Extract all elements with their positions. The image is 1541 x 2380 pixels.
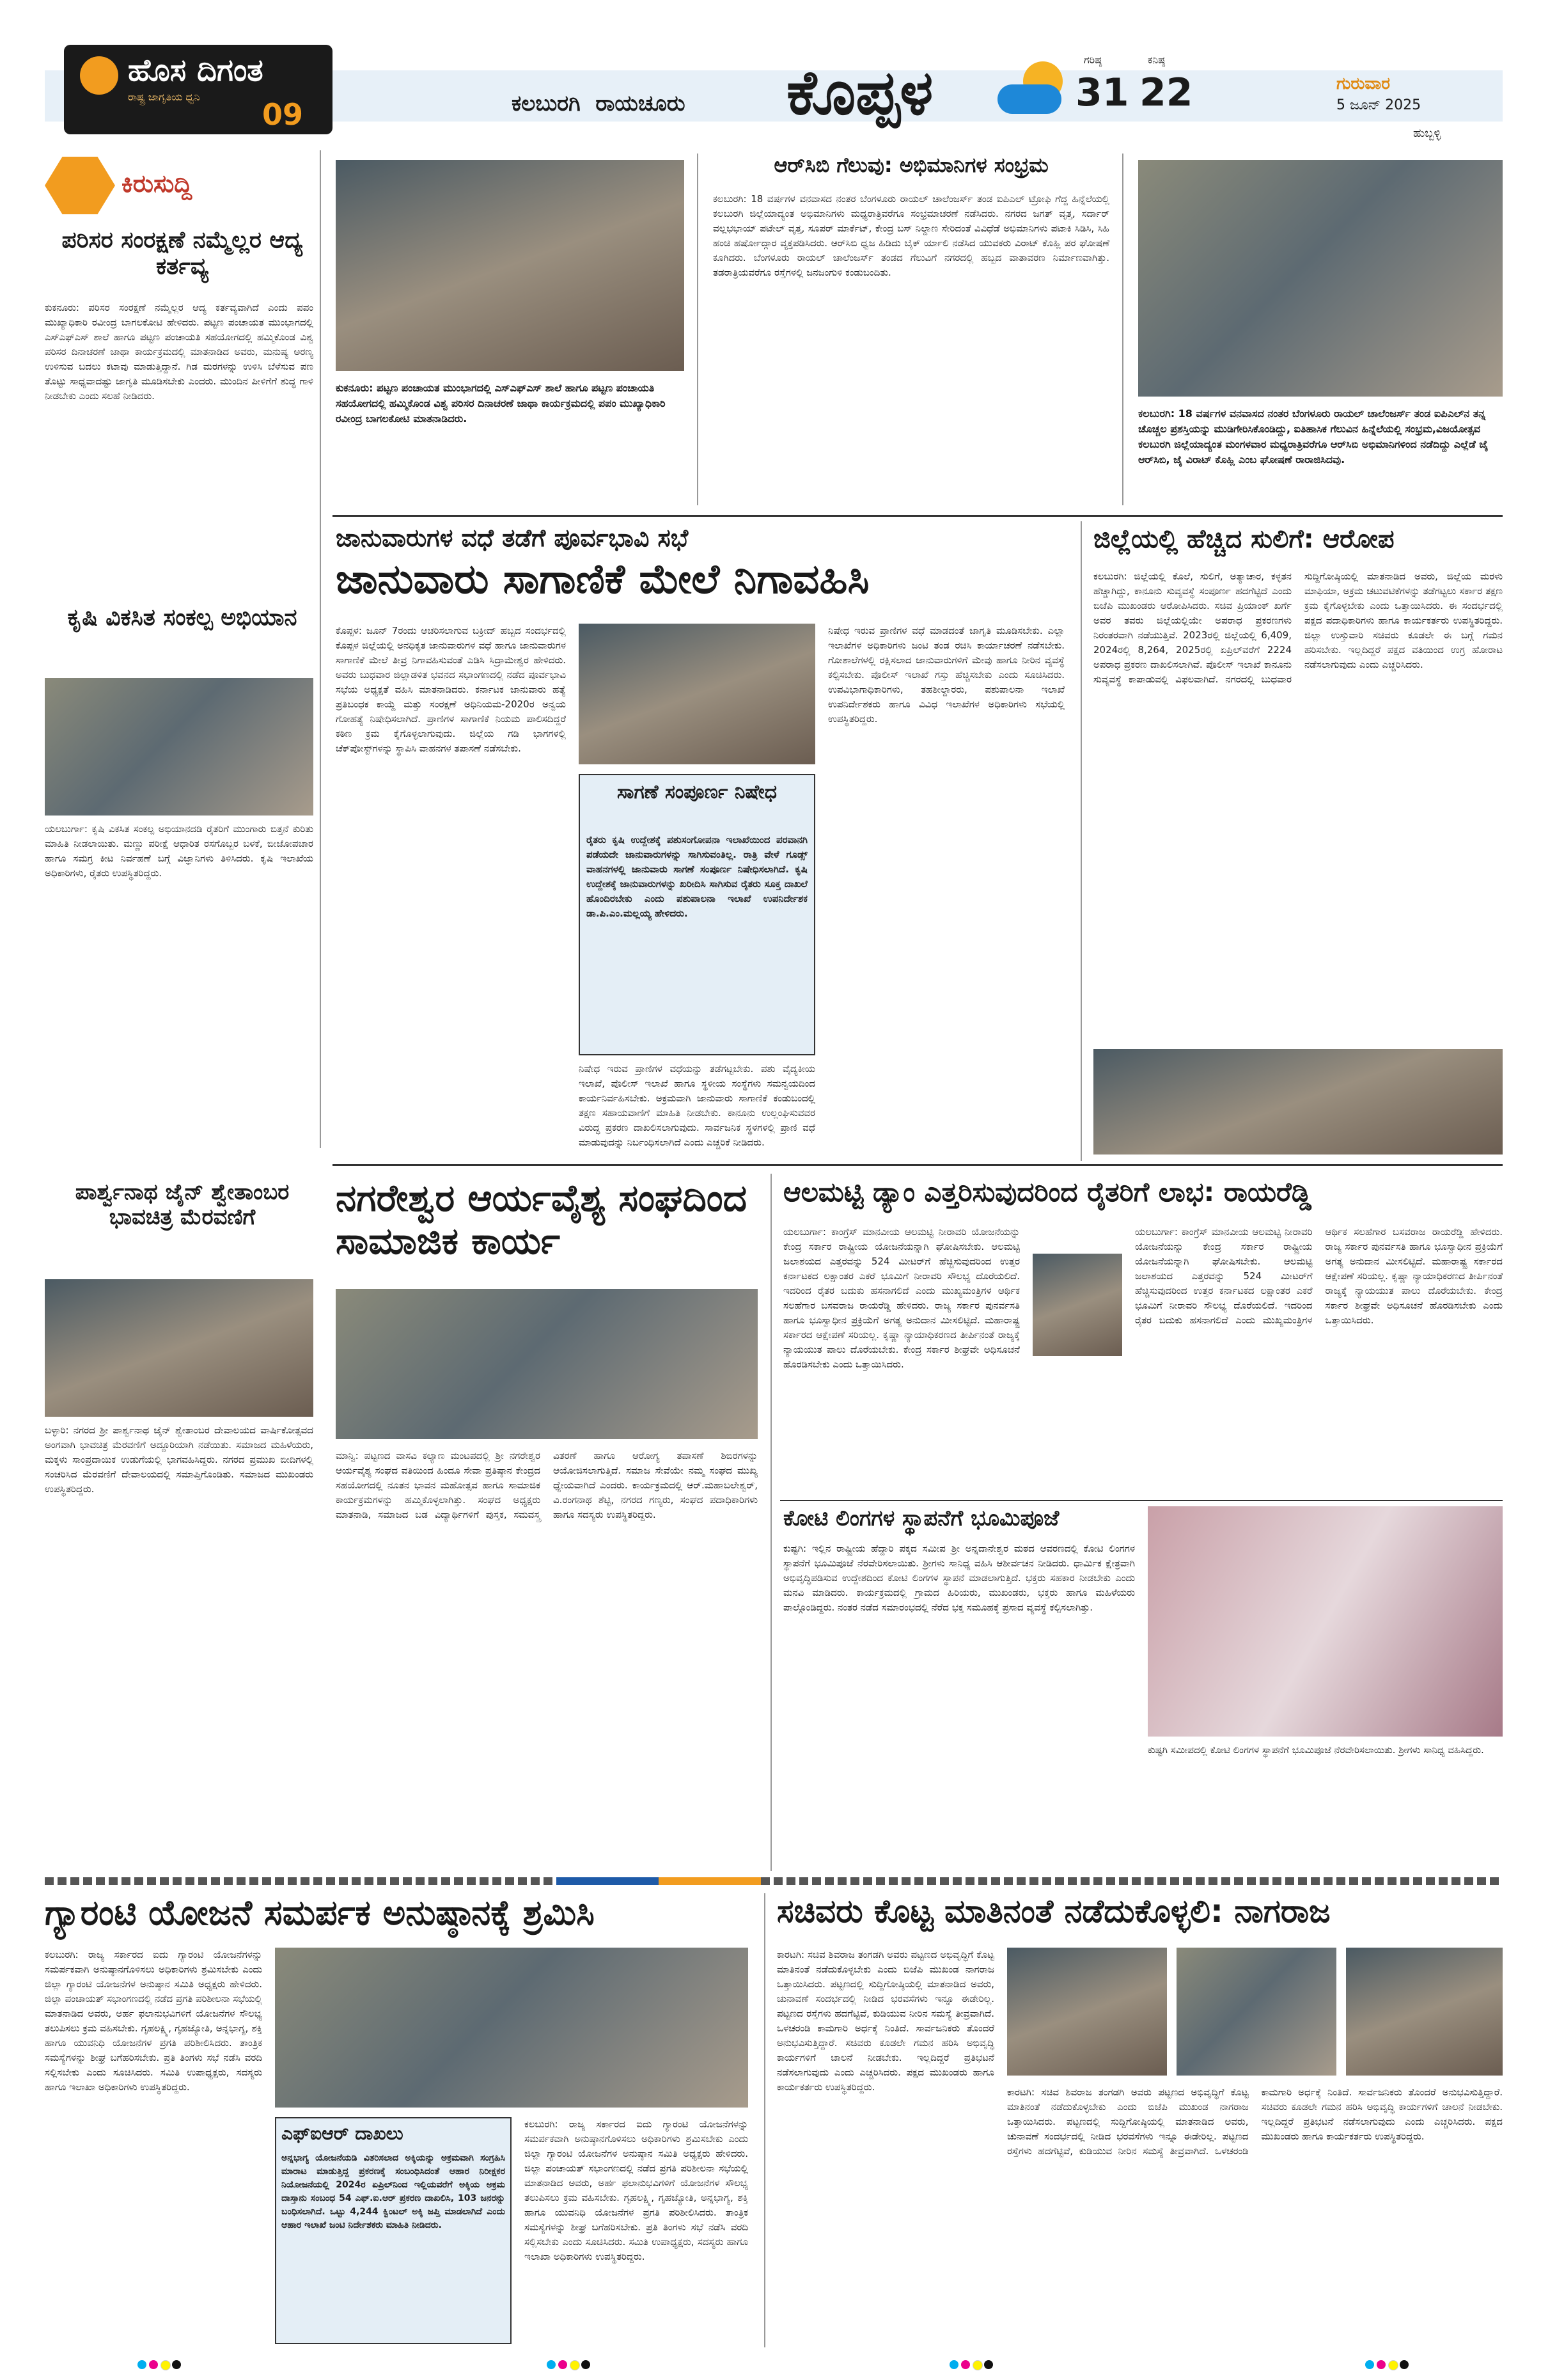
brief-2-title: ಕೃಷಿ ವಿಕಸಿತ ಸಂಕಲ್ಪ ಅಭಿಯಾನ <box>67 604 297 631</box>
cattle-kicker: ಜಾನುವಾರುಗಳ ವಧೆ ತಡೆಗೆ ಪೂರ್ವಭಾವಿ ಸಭೆ <box>336 524 689 552</box>
cattle-headline: ಜಾನುವಾರು ಸಾಗಾಣಿಕೆ ಮೇಲೆ ನಿಗಾವಹಿಸಿ <box>336 556 870 603</box>
almatti-portrait <box>1033 1254 1122 1356</box>
almatti-body-1: ಯಲಬುರ್ಗಾ: ಕಾಂಗ್ರೆಸ್ ಮಾನವೀಯ ಆಲಮಟ್ಟಿ ನೀರಾವರಿ ಯೋಜನೆಯನ್ನು ಕೇಂದ್ರ ಸರ್ಕಾರ ರಾಷ್ಟ್ರೀಯ ಯೋಜನೆಯನ್ನಾಗಿ ಘೋಷಿಸಬೇಕು. ಆಲಮಟ್ಟಿ ಜಲಾಶಯದ ಎತ್ತರವನ್ನು 524 ಮೀಟರ್‌ಗೆ ಹೆಚ್ಚಿಸುವುದರಿಂದ ಉತ್ತರ ಕರ್ನಾಟಕದ ಲಕ್ಷಾಂತರ ಎಕರೆ ಭೂಮಿಗೆ ನೀರಾವರಿ ಸೌಲಭ್ಯ ದೊರೆಯಲಿದೆ. ಇದರಿಂದ ರೈತರ ಬದುಕು ಹಸನಾಗಲಿದೆ ಎಂದು ಮುಖ್ಯಮಂತ್ರಿಗಳ ಆರ್ಥಿಕ ಸಲಹೆಗಾರ ಬಸವರಾಜ ರಾಯರೆಡ್ಡಿ ಹೇಳಿದರು. ರಾಜ್ಯ ಸರ್ಕಾರ ಪುನರ್ವಸತಿ ಹಾಗೂ ಭೂಸ್ವಾಧೀನ ಪ್ರಕ್ರಿಯೆಗೆ ಅಗತ್ಯ ಅನುದಾನ ಮೀಸಲಿಟ್ಟಿದೆ. ಮಹಾರಾಷ್ಟ್ರ ಸರ್ಕಾರದ ಆಕ್ಷೇಪಣೆ ಸರಿಯಲ್ಲ. ಕೃಷ್ಣಾ ನ್ಯಾಯಾಧಿಕರಣದ ತೀರ್ಪಿನಂತೆ ರಾಜ್ಯಕ್ಕೆ ನ್ಯಾಯಯುತ ಪಾಲು ದೊರೆಯಬೇಕು. ಕೇಂದ್ರ ಸರ್ಕಾರ ಶೀಘ್ರವೇ ಅಧಿಸೂಚನೆ ಹೊರಡಿಸಬೇಕು ಎಂದು ಒತ್ತಾಯಿಸಿದರು. <box>783 1226 1020 1370</box>
min-temp: 22 <box>1139 70 1193 115</box>
nagaraja-photo-3 <box>1346 1948 1503 2076</box>
paper-name: ಹೊಸ ದಿಗಂತ <box>128 52 263 88</box>
top-photo <box>336 160 684 371</box>
almatti-headline: ಆಲಮಟ್ಟಿ ಡ್ಯಾಂ ಎತ್ತರಿಸುವುದರಿಂದ ರೈತರಿಗೆ ಲಾಭ: ರಾಯರೆಡ್ಡಿ <box>783 1177 1312 1208</box>
cattle-body-3: ನಿಷೇಧ ಇರುವ ಪ್ರಾಣಿಗಳ ವಧೆ ಮಾಡದಂತೆ ಜಾಗೃತಿ ಮೂಡಿಸಬೇಕು. ಎಲ್ಲಾ ಇಲಾಖೆಗಳ ಅಧಿಕಾರಿಗಳು ಜಂಟಿ ತಂಡ ರಚಿಸಿ ಕಾರ್ಯಾಚರಣೆ ನಡೆಸಬೇಕು. ಗೋಶಾಲೆಗಳಲ್ಲಿ ರಕ್ಷಿಸಲಾದ ಜಾನುವಾರುಗಳಿಗೆ ಮೇವು ಹಾಗೂ ನೀರಿನ ವ್ಯವಸ್ಥೆ ಕಲ್ಪಿಸಬೇಕು. ಪೊಲೀಸ್ ಇಲಾಖೆ ಗಸ್ತು ಹೆಚ್ಚಿಸಬೇಕು ಎಂದು ಸೂಚಿಸಿದರು. ಉಪವಿಭಾಗಾಧಿಕಾರಿಗಳು, ತಹಶೀಲ್ದಾರರು, ಪಶುಪಾಲನಾ ಇಲಾಖೆ ಉಪನಿರ್ದೇಶಕರು ಹಾಗೂ ವಿವಿಧ ಇಲಾಖೆಗಳ ಅಧಿಕಾರಿಗಳು ಸಭೆಯಲ್ಲಿ ಉಪಸ್ಥಿತರಿದ್ದರು. <box>828 625 1065 725</box>
nagaraja-body-1: ಕಾರಟಗಿ: ಸಚಿವ ಶಿವರಾಜ ತಂಗಡಗಿ ಅವರು ಪಟ್ಟಣದ ಅಭಿವೃದ್ಧಿಗೆ ಕೊಟ್ಟ ಮಾತಿನಂತೆ ನಡೆದುಕೊಳ್ಳಬೇಕು ಎಂದು ಬಿಜೆಪಿ ಮುಖಂಡ ನಾಗರಾಜ ಒತ್ತಾಯಿಸಿದರು. ಪಟ್ಟಣದಲ್ಲಿ ಸುದ್ದಿಗೋಷ್ಠಿಯಲ್ಲಿ ಮಾತನಾಡಿದ ಅವರು, ಚುನಾವಣೆ ಸಂದರ್ಭದಲ್ಲಿ ನೀಡಿದ ಭರವಸೆಗಳು ಇನ್ನೂ ಈಡೇರಿಲ್ಲ. ಪಟ್ಟಣದ ರಸ್ತೆಗಳು ಹದಗೆಟ್ಟಿವೆ, ಕುಡಿಯುವ ನೀರಿನ ಸಮಸ್ಯೆ ತೀವ್ರವಾಗಿದೆ. ಒಳಚರಂಡಿ ಕಾಮಗಾರಿ ಅರ್ಧಕ್ಕೆ ನಿಂತಿದೆ. ಸಾರ್ವಜನಿಕರು ತೊಂದರೆ ಅನುಭವಿಸುತ್ತಿದ್ದಾರೆ. ಸಚಿವರು ಕೂಡಲೇ ಗಮನ ಹರಿಸಿ ಅಭಿವೃದ್ಧಿ ಕಾರ್ಯಗಳಿಗೆ ಚಾಲನೆ ನೀಡಬೇಕು. ಇಲ್ಲದಿದ್ದರೆ ಪ್ರತಿಭಟನೆ ನಡೆಸಲಾಗುವುದು ಎಂದು ಎಚ್ಚರಿಸಿದರು. ಪಕ್ಷದ ಮುಖಂಡರು ಹಾಗೂ ಕಾರ್ಯಕರ್ತರು ಉಪಸ್ಥಿತರಿದ್ದರು. <box>777 1949 994 2093</box>
nagaraja-photo-2 <box>1177 1948 1336 2076</box>
column-divider <box>320 150 321 1148</box>
hand-icon <box>45 157 115 214</box>
brief-3-title: ಪಾರ್ಶ್ವನಾಥ ಜೈನ್ ಶ್ವೇತಾಂಬರ ಭಾವಚಿತ್ರ ಮೆರವಣಿಗೆ <box>75 1180 290 1231</box>
cattle-box-body: ರೈತರು ಕೃಷಿ ಉದ್ದೇಶಕ್ಕೆ ಪಶುಸಂಗೋಪನಾ ಇಲಾಖೆಯಿಂದ ಪರವಾನಗಿ ಪಡೆಯದೇ ಜಾನುವಾರುಗಳನ್ನು ಸಾಗಿಸುವಂತಿಲ್ಲ. ರಾತ್ರಿ ವೇಳೆ ಗೂಡ್ಸ್ ವಾಹನಗಳಲ್ಲಿ ಜಾನುವಾರು ಸಾಗಣೆ ಸಂಪೂರ್ಣ ನಿಷೇಧಿಸಲಾಗಿದೆ. ಕೃಷಿ ಉದ್ದೇಶಕ್ಕೆ ಜಾನುವಾರುಗಳನ್ನು ಖರೀದಿಸಿ ಸಾಗಿಸುವ ರೈತರು ಸೂಕ್ತ ದಾಖಲೆ ಹೊಂದಿರಬೇಕು ಎಂದು ಪಶುಪಾಲನಾ ಇಲಾಖೆ ಉಪನಿರ್ದೇಶಕ ಡಾ.ಪಿ.ಎಂ.ಮಲ್ಲಯ್ಯ ಹೇಳಿದರು. <box>586 834 808 919</box>
kirusuddi-label: ಕಿರುಸುದ್ದಿ <box>121 169 192 198</box>
arya-headline: ನಗರೇಶ್ವರ ಆರ್ಯವೈಶ್ಯ ಸಂಘದಿಂದ ಸಾಮಾಜಿಕ ಕಾರ್ಯ <box>336 1177 747 1263</box>
print-city: ಹುಬ್ಬಳ್ಳಿ <box>1413 127 1441 140</box>
guarantee-body-2: ಕಲಬುರಗಿ: ರಾಜ್ಯ ಸರ್ಕಾರದ ಐದು ಗ್ಯಾರಂಟಿ ಯೋಜನೆಗಳನ್ನು ಸಮರ್ಪಕವಾಗಿ ಅನುಷ್ಠಾನಗೊಳಿಸಲು ಅಧಿಕಾರಿಗಳು ಶ್ರಮಿಸಬೇಕು ಎಂದು ಜಿಲ್ಲಾ ಗ್ಯಾರಂಟಿ ಯೋಜನೆಗಳ ಅನುಷ್ಠಾನ ಸಮಿತಿ ಅಧ್ಯಕ್ಷರು ಹೇಳಿದರು. ಜಿಲ್ಲಾ ಪಂಚಾಯತ್ ಸಭಾಂಗಣದಲ್ಲಿ ನಡೆದ ಪ್ರಗತಿ ಪರಿಶೀಲನಾ ಸಭೆಯಲ್ಲಿ ಮಾತನಾಡಿದ ಅವರು, ಅರ್ಹ ಫಲಾನುಭವಿಗಳಿಗೆ ಯೋಜನೆಗಳ ಸೌಲಭ್ಯ ತಲುಪಿಸಲು ಕ್ರಮ ವಹಿಸಬೇಕು. ಗೃಹಲಕ್ಷ್ಮಿ, ಗೃಹಜ್ಯೋತಿ, ಅನ್ನಭಾಗ್ಯ, ಶಕ್ತಿ ಹಾಗೂ ಯುವನಿಧಿ ಯೋಜನೆಗಳ ಪ್ರಗತಿ ಪರಿಶೀಲಿಸಿದರು. ತಾಂತ್ರಿಕ ಸಮಸ್ಯೆಗಳನ್ನು ಶೀಘ್ರ ಬಗೆಹರಿಸಬೇಕು. ಪ್ರತಿ ತಿಂಗಳು ಸಭೆ ನಡೆಸಿ ವರದಿ ಸಲ್ಲಿಸಬೇಕು ಎಂದು ಸೂಚಿಸಿದರು. ಸಮಿತಿ ಉಪಾಧ್ಯಕ್ಷರು, ಸದಸ್ಯರು ಹಾಗೂ ಇಲಾಖಾ ಅಧಿಕಾರಿಗಳು ಉಪಸ್ಥಿತರಿದ್ದರು. <box>524 2118 748 2262</box>
cattle-box-title: ಸಾಗಣೆ ಸಂಪೂರ್ಣ ನಿಷೇಧ <box>616 782 778 803</box>
fir-box-body: ಅನ್ನಭಾಗ್ಯ ಯೋಜನೆಯಡಿ ವಿತರಿಸಲಾದ ಅಕ್ಕಿಯನ್ನು ಅಕ್ರಮವಾಗಿ ಸಂಗ್ರಹಿಸಿ ಮಾರಾಟ ಮಾಡುತ್ತಿದ್ದ ಪ್ರಕರಣಕ್ಕೆ ಸಂಬಂಧಿಸಿದಂತೆ ಆಹಾರ ನಿರೀಕ್ಷಕರ ನಿಯೋಜನೆಯಲ್ಲಿ 2024ರ ಏಪ್ರಿಲ್‌ನಿಂದ ಇಲ್ಲಿಯವರೆಗೆ ಅಕ್ಕಿಯ ಅಕ್ರಮ ದಾಸ್ತಾನು ಸಂಬಂಧ 54 ಎಫ್.ಐ.ಆರ್ ಪ್ರಕರಣ ದಾಖಲಿಸಿ, 103 ಜನರನ್ನು ಬಂಧಿಸಲಾಗಿದೆ. ಒಟ್ಟು 4,244 ಕ್ವಿಂಟಲ್ ಅಕ್ಕಿ ಜಪ್ತಿ ಮಾಡಲಾಗಿದೆ ಎಂದು ಆಹಾರ ಇಲಾಖೆ ಜಂಟಿ ನಿರ್ದೇಶಕರು ಮಾಹಿತಿ ನೀಡಿದರು. <box>281 2153 505 2230</box>
nagaraja-headline: ಸಚಿವರು ಕೊಟ್ಟ ಮಾತಿನಂತೆ ನಡೆದುಕೊಳ್ಳಲಿ: ನಾಗರಾಜ <box>777 1893 1331 1930</box>
fir-box-title: ಎಫ್‌ಐಆರ್ ದಾಖಲು <box>281 2124 403 2144</box>
sulige-photo <box>1093 1049 1503 1155</box>
guarantee-headline: ಗ್ಯಾರಂಟಿ ಯೋಜನೆ ಸಮರ್ಪಕ ಅನುಷ್ಠಾನಕ್ಕೆ ಶ್ರಮಿಸಿ <box>45 1893 595 1933</box>
linga-photo-caption: ಕುಷ್ಟಗಿ ಸಮೀಪದಲ್ಲಿ ಕೋಟಿ ಲಿಂಗಗಳ ಸ್ಥಾಪನೆಗೆ ಭೂಮಿಪೂಜೆ ನೆರವೇರಿಸಲಾಯಿತು. ಶ್ರೀಗಳು ಸಾನಿಧ್ಯ ವಹಿಸಿದ್ದರು. <box>1148 1744 1484 1756</box>
rcb-body: ಕಲಬುರಗಿ: 18 ವರ್ಷಗಳ ವನವಾಸದ ನಂತರ ಬೆಂಗಳೂರು ರಾಯಲ್ ಚಾಲೆಂಜರ್ಸ್ ತಂಡ ಐಪಿಎಲ್ ಟ್ರೋಫಿ ಗೆದ್ದ ಹಿನ್ನೆಲೆಯಲ್ಲಿ ಕಲಬುರಗಿ ಜಿಲ್ಲೆಯಾದ್ಯಂತ ಅಭಿಮಾನಿಗಳು ಮಧ್ಯರಾತ್ರಿವರೆಗೂ ಸಂಭ್ರಮಾಚರಣೆ ನಡೆಸಿದರು. ನಗರದ ಜಗತ್ ವೃತ್ತ, ಸರ್ದಾರ್ ವಲ್ಲಭಭಾಯ್ ಪಟೇಲ್ ವೃತ್ತ, ಸೂಪರ್ ಮಾರ್ಕೆಟ್, ಕೇಂದ್ರ ಬಸ್ ನಿಲ್ದಾಣ ಸೇರಿದಂತೆ ವಿವಿಧೆಡೆ ಅಭಿಮಾನಿಗಳು ಪಟಾಕಿ ಸಿಡಿಸಿ, ಸಿಹಿ ಹಂಚಿ ಹರ್ಷೋದ್ಗಾರ ವ್ಯಕ್ತಪಡಿಸಿದರು. ಆರ್‌ಸಿಬಿ ಧ್ವಜ ಹಿಡಿದು ಬೈಕ್ ರ್ಯಾಲಿ ನಡೆಸಿದ ಯುವಕರು ವಿರಾಟ್ ಕೊಹ್ಲಿ ಪರ ಘೋಷಣೆ ಕೂಗಿದರು. ಬೆಂಗಳೂರು ರಾಯಲ್ ಚಾಲೆಂಜರ್ಸ್ ತಂಡದ ಗೆಲುವಿಗೆ ನಗರದಲ್ಲಿ ಹಬ್ಬದ ವಾತಾವರಣ ನಿರ್ಮಾಣವಾಗಿತ್ತು. ತಡರಾತ್ರಿಯವರೆಗೂ ರಸ್ತೆಗಳಲ್ಲಿ ಜನಜಂಗುಳಿ ಕಂಡುಬಂದಿತು. <box>713 193 1109 278</box>
edition-name: ಕೊಪ್ಪಳ <box>786 57 934 129</box>
sulige-body: ಕಲಬುರಗಿ: ಜಿಲ್ಲೆಯಲ್ಲಿ ಕೊಲೆ, ಸುಲಿಗೆ, ಅತ್ಯಾಚಾರ, ಕಳ್ಳತನ ಹೆಚ್ಚಾಗಿದ್ದು, ಕಾನೂನು ಸುವ್ಯವಸ್ಥೆ ಸಂಪೂರ್ಣ ಹದಗೆಟ್ಟಿದೆ ಎಂದು ಬಿಜೆಪಿ ಮುಖಂಡರು ಆರೋಪಿಸಿದರು. ಸಚಿವ ಪ್ರಿಯಾಂಕ್ ಖರ್ಗೆ ಅವರ ತವರು ಜಿಲ್ಲೆಯಲ್ಲಿಯೇ ಅಪರಾಧ ಪ್ರಕರಣಗಳು ನಿರಂತರವಾಗಿ ನಡೆಯುತ್ತಿವೆ. 2023ರಲ್ಲಿ ಜಿಲ್ಲೆಯಲ್ಲಿ 6,409, 2024ರಲ್ಲಿ 8,264, 2025ರಲ್ಲಿ ಏಪ್ರಿಲ್‌ವರೆಗೆ 2224 ಅಪರಾಧ ಪ್ರಕರಣ ದಾಖಲಿಸಲಾಗಿವೆ. ಪೊಲೀಸ್ ಇಲಾಖೆ ಕಾನೂನು ಸುವ್ಯವಸ್ಥೆ ಕಾಪಾಡುವಲ್ಲಿ ವಿಫಲವಾಗಿದೆ. ನಗರದಲ್ಲಿ ಬುಧವಾರ ಸುದ್ದಿಗೋಷ್ಠಿಯಲ್ಲಿ ಮಾತನಾಡಿದ ಅವರು, ಜಿಲ್ಲೆಯ ಮರಳು ಮಾಫಿಯಾ, ಅಕ್ರಮ ಚಟುವಟಿಕೆಗಳನ್ನು ತಡೆಗಟ್ಟಲು ಸರ್ಕಾರ ತಕ್ಷಣ ಕ್ರಮ ಕೈಗೊಳ್ಳಬೇಕು ಎಂದು ಒತ್ತಾಯಿಸಿದರು. ಈ ಸಂದರ್ಭದಲ್ಲಿ ಪಕ್ಷದ ಪದಾಧಿಕಾರಿಗಳು ಹಾಗೂ ಕಾರ್ಯಕರ್ತರು ಉಪಸ್ಥಿತರಿದ್ದರು. ಜಿಲ್ಲಾ ಉಸ್ತುವಾರಿ ಸಚಿವರು ಕೂಡಲೇ ಈ ಬಗ್ಗೆ ಗಮನ ಹರಿಸಬೇಕು. ಇಲ್ಲದಿದ್ದರೆ ಪಕ್ಷದ ವತಿಯಿಂದ ಉಗ್ರ ಹೋರಾಟ ನಡೆಸಲಾಗುವುದು ಎಂದು ಎಚ್ಚರಿಸಿದರು. <box>1093 571 1503 685</box>
section-rule <box>332 1164 1503 1166</box>
rcb-photo-caption: ಕಲಬುರಗಿ: 18 ವರ್ಷಗಳ ವನವಾಸದ ನಂತರ ಬೆಂಗಳೂರು ರಾಯಲ್ ಚಾಲೆಂಜರ್ಸ್ ತಂಡ ಐಪಿಎಲ್‌ನ ತನ್ನ ಚೊಚ್ಚಲ ಪ್ರಶಸ್ತಿಯನ್ನು ಮುಡಿಗೇರಿಸಿಕೊಂಡಿದ್ದು, ಐತಿಹಾಸಿಕ ಗೆಲುವಿನ ಹಿನ್ನೆಲೆಯಲ್ಲಿ ಸಂಭ್ರಮ,ವಿಜಯೋತ್ಸವ ಕಲಬುರಗಿ ಜಿಲ್ಲೆಯಾದ್ಯಂತ ಮಂಗಳವಾರ ಮಧ್ಯರಾತ್ರಿವರೆಗೂ ಆರ್‌ಸಿಬಿ ಅಭಿಮಾನಿಗಳಿಂದ ನಡೆದಿದ್ದು ಎಲ್ಲೆಡೆ ಜೈ ಆರ್‌ಸಿಬಿ, ಜೈ ವಿರಾಟ್ ಕೊಹ್ಲಿ ಎಂಬ ಘೋಷಣೆ ರಾರಾಜಿಸಿದವು. <box>1138 407 1489 466</box>
linga-headline: ಕೋಟಿ ಲಿಂಗಗಳ ಸ್ಥಾಪನೆಗೆ ಭೂಮಿಪೂಜೆ <box>783 1506 1060 1531</box>
brief-1-title: ಪರಿಸರ ಸಂರಕ್ಷಣೆ ನಮ್ಮೆಲ್ಲರ ಆದ್ಯ ಕರ್ತವ್ಯ <box>61 227 303 280</box>
nagaraja-body-2: ಕಾರಟಗಿ: ಸಚಿವ ಶಿವರಾಜ ತಂಗಡಗಿ ಅವರು ಪಟ್ಟಣದ ಅಭಿವೃದ್ಧಿಗೆ ಕೊಟ್ಟ ಮಾತಿನಂತೆ ನಡೆದುಕೊಳ್ಳಬೇಕು ಎಂದು ಬಿಜೆಪಿ ಮುಖಂಡ ನಾಗರಾಜ ಒತ್ತಾಯಿಸಿದರು. ಪಟ್ಟಣದಲ್ಲಿ ಸುದ್ದಿಗೋಷ್ಠಿಯಲ್ಲಿ ಮಾತನಾಡಿದ ಅವರು, ಚುನಾವಣೆ ಸಂದರ್ಭದಲ್ಲಿ ನೀಡಿದ ಭರವಸೆಗಳು ಇನ್ನೂ ಈಡೇರಿಲ್ಲ. ಪಟ್ಟಣದ ರಸ್ತೆಗಳು ಹದಗೆಟ್ಟಿವೆ, ಕುಡಿಯುವ ನೀರಿನ ಸಮಸ್ಯೆ ತೀವ್ರವಾಗಿದೆ. ಒಳಚರಂಡಿ ಕಾಮಗಾರಿ ಅರ್ಧಕ್ಕೆ ನಿಂತಿದೆ. ಸಾರ್ವಜನಿಕರು ತೊಂದರೆ ಅನುಭವಿಸುತ್ತಿದ್ದಾರೆ. ಸಚಿವರು ಕೂಡಲೇ ಗಮನ ಹರಿಸಿ ಅಭಿವೃದ್ಧಿ ಕಾರ್ಯಗಳಿಗೆ ಚಾಲನೆ ನೀಡಬೇಕು. ಇಲ್ಲದಿದ್ದರೆ ಪ್ರತಿಭಟನೆ ನಡೆಸಲಾಗುವುದು ಎಂದು ಎಚ್ಚರಿಸಿದರು. ಪಕ್ಷದ ಮುಖಂಡರು ಹಾಗೂ ಕಾರ್ಯಕರ್ತರು ಉಪಸ್ಥಿತರಿದ್ದರು. <box>1007 2086 1503 2157</box>
guarantee-photo <box>275 1948 748 2108</box>
brief-2-body: ಯಲಬುರ್ಗಾ: ಕೃಷಿ ವಿಕಸಿತ ಸಂಕಲ್ಪ ಅಭಿಯಾನದಡಿ ರೈತರಿಗೆ ಮುಂಗಾರು ಬಿತ್ತನೆ ಕುರಿತು ಮಾಹಿತಿ ನೀಡಲಾಯಿತು. ಮಣ್ಣು ಪರೀಕ್ಷೆ ಆಧಾರಿತ ರಸಗೊಬ್ಬರ ಬಳಕೆ, ಬೀಜೋಪಚಾರ ಹಾಗೂ ಸಮಗ್ರ ಕೀಟ ನಿರ್ವಹಣೆ ಬಗ್ಗೆ ವಿಜ್ಞಾನಿಗಳು ತಿಳಿಸಿದರು. ಕೃಷಿ ಇಲಾಖೆಯ ಅಧಿಕಾರಿಗಳು, ರೈತರು ಉಪಸ್ಥಿತರಿದ್ದರು. <box>45 823 313 879</box>
fir-box <box>275 2117 512 2344</box>
issue-date: 5 ಜೂನ್ 2025 <box>1336 97 1421 113</box>
guarantee-body: ಕಲಬುರಗಿ: ರಾಜ್ಯ ಸರ್ಕಾರದ ಐದು ಗ್ಯಾರಂಟಿ ಯೋಜನೆಗಳನ್ನು ಸಮರ್ಪಕವಾಗಿ ಅನುಷ್ಠಾನಗೊಳಿಸಲು ಅಧಿಕಾರಿಗಳು ಶ್ರಮಿಸಬೇಕು ಎಂದು ಜಿಲ್ಲಾ ಗ್ಯಾರಂಟಿ ಯೋಜನೆಗಳ ಅನುಷ್ಠಾನ ಸಮಿತಿ ಅಧ್ಯಕ್ಷರು ಹೇಳಿದರು. ಜಿಲ್ಲಾ ಪಂಚಾಯತ್ ಸಭಾಂಗಣದಲ್ಲಿ ನಡೆದ ಪ್ರಗತಿ ಪರಿಶೀಲನಾ ಸಭೆಯಲ್ಲಿ ಮಾತನಾಡಿದ ಅವರು, ಅರ್ಹ ಫಲಾನುಭವಿಗಳಿಗೆ ಯೋಜನೆಗಳ ಸೌಲಭ್ಯ ತಲುಪಿಸಲು ಕ್ರಮ ವಹಿಸಬೇಕು. ಗೃಹಲಕ್ಷ್ಮಿ, ಗೃಹಜ್ಯೋತಿ, ಅನ್ನಭಾಗ್ಯ, ಶಕ್ತಿ ಹಾಗೂ ಯುವನಿಧಿ ಯೋಜನೆಗಳ ಪ್ರಗತಿ ಪರಿಶೀಲಿಸಿದರು. ತಾಂತ್ರಿಕ ಸಮಸ್ಯೆಗಳನ್ನು ಶೀಘ್ರ ಬಗೆಹರಿಸಬೇಕು. ಪ್ರತಿ ತಿಂಗಳು ಸಭೆ ನಡೆಸಿ ವರದಿ ಸಲ್ಲಿಸಬೇಕು ಎಂದು ಸೂಚಿಸಿದರು. ಸಮಿತಿ ಉಪಾಧ್ಯಕ್ಷರು, ಸದಸ್ಯರು ಹಾಗೂ ಇಲಾಖಾ ಅಧಿಕಾರಿಗಳು ಉಪಸ್ಥಿತರಿದ್ದರು. <box>45 1949 262 2093</box>
top-photo-caption: ಕುಕನೂರು: ಪಟ್ಟಣ ಪಂಚಾಯತ ಮುಂಭಾಗದಲ್ಲಿ ಎಸ್‌ಎಫ್‌ಎಸ್ ಶಾಲೆ ಹಾಗೂ ಪಟ್ಟಣ ಪಂಚಾಯತಿ ಸಹಯೋಗದಲ್ಲಿ ಹಮ್ಮಿಕೊಂಡ ವಿಶ್ವ ಪರಿಸರ ದಿನಾಚರಣೆ ಜಾಥಾ ಕಾರ್ಯಕ್ರಮದಲ್ಲಿ ಪಪಂ ಮುಖ್ಯಾಧಿಕಾರಿ ರವೀಂದ್ರ ಬಾಗಲಕೋಟಿ ಮಾತನಾಡಿದರು. <box>336 382 666 425</box>
bottom-separator <box>45 1877 1503 1885</box>
column-divider <box>1081 521 1082 1161</box>
brief-1-body: ಕುಕನೂರು: ಪರಿಸರ ಸಂರಕ್ಷಣೆ ನಮ್ಮೆಲ್ಲರ ಆದ್ಯ ಕರ್ತವ್ಯವಾಗಿದೆ ಎಂದು ಪಪಂ ಮುಖ್ಯಾಧಿಕಾರಿ ರವೀಂದ್ರ ಬಾಗಲಕೋಟಿ ಹೇಳಿದರು. ಪಟ್ಟಣ ಪಂಚಾಯತ ಮುಂಭಾಗದಲ್ಲಿ ಎಸ್‌ಎಫ್‌ಎಸ್ ಶಾಲೆ ಹಾಗೂ ಪಟ್ಟಣ ಪಂಚಾಯತಿ ಸಹಯೋಗದಲ್ಲಿ ಹಮ್ಮಿಕೊಂಡ ವಿಶ್ವ ಪರಿಸರ ದಿನಾಚರಣೆ ಜಾಥಾ ಕಾರ್ಯಕ್ರಮದಲ್ಲಿ ಮಾತನಾಡಿದ ಅವರು, ಮನುಷ್ಯ ಅರಣ್ಯ ಉಳಿಸುವ ಬದಲು ಕಟಾವು ಮಾಡುತ್ತಿದ್ದಾನೆ. ಗಿಡ ಮರಗಳನ್ನು ಉಳಿಸಿ ಬೆಳೆಸುವ ಪಣ ತೊಟ್ಟು ಸಾಧ್ಯವಾದಷ್ಟು ಜಾಗೃತಿ ಮೂಡಿಸಬೇಕು ಎಂದರು. ಮುಂದಿನ ಪೀಳಿಗೆಗೆ ಶುದ್ಧ ಗಾಳಿ ನೀಡಬೇಕು ಎಂದು ಸಲಹೆ ನೀಡಿದರು. <box>45 302 313 402</box>
linga-photo <box>1148 1506 1503 1737</box>
cattle-box <box>579 774 815 1055</box>
rcb-photo <box>1138 160 1503 397</box>
cattle-photo <box>579 624 815 764</box>
column-divider <box>764 1893 765 2347</box>
column-divider <box>697 154 698 505</box>
min-temp-label: ಕನಿಷ್ಠ <box>1148 54 1165 66</box>
cattle-body-2: ನಿಷೇಧ ಇರುವ ಪ್ರಾಣಿಗಳ ವಧೆಯನ್ನು ತಡೆಗಟ್ಟಬೇಕು. ಪಶು ವೈದ್ಯಕೀಯ ಇಲಾಖೆ, ಪೊಲೀಸ್ ಇಲಾಖೆ ಹಾಗೂ ಸ್ಥಳೀಯ ಸಂಸ್ಥೆಗಳು ಸಮನ್ವಯದಿಂದ ಕಾರ್ಯನಿರ್ವಹಿಸಬೇಕು. ಅಕ್ರಮವಾಗಿ ಜಾನುವಾರು ಸಾಗಾಣಿಕೆ ಕಂಡುಬಂದಲ್ಲಿ ತಕ್ಷಣ ಸಹಾಯವಾಣಿಗೆ ಮಾಹಿತಿ ನೀಡಬೇಕು. ಕಾನೂನು ಉಲ್ಲಂಘಿಸುವವರ ವಿರುದ್ಧ ಪ್ರಕರಣ ದಾಖಲಿಸಲಾಗುವುದು. ಸಾರ್ವಜನಿಕ ಸ್ಥಳಗಳಲ್ಲಿ ಪ್ರಾಣಿ ವಧೆ ಮಾಡುವುದನ್ನು ನಿರ್ಬಂಧಿಸಲಾಗಿದೆ ಎಂದು ಎಚ್ಚರಿಕೆ ನೀಡಿದರು. <box>579 1063 815 1148</box>
max-temp-label: ಗರಿಷ್ಠ <box>1084 54 1102 66</box>
rcb-headline: ಆರ್‌ಸಿಬಿ ಗೆಲುವು: ಅಭಿಮಾನಿಗಳ ಸಂಭ್ರಮ <box>774 154 1049 177</box>
brief-3-photo <box>45 1279 313 1417</box>
column-divider <box>1122 154 1123 505</box>
section-rule <box>332 515 1503 517</box>
brief-2-photo <box>45 678 313 816</box>
masthead <box>45 45 1503 140</box>
page-number: 09 <box>262 97 304 132</box>
brief-3-body: ಬಳ್ಳಾರಿ: ನಗರದ ಶ್ರೀ ಪಾರ್ಶ್ವನಾಥ ಜೈನ್ ಶ್ವೇತಾಂಬರ ದೇವಾಲಯದ ವಾರ್ಷಿಕೋತ್ಸವದ ಅಂಗವಾಗಿ ಭಾವಚಿತ್ರ ಮೆರವಣಿಗೆ ಅದ್ದೂರಿಯಾಗಿ ನಡೆಯಿತು. ಸಮಾಜದ ಮಹಿಳೆಯರು, ಮಕ್ಕಳು ಸಾಂಪ್ರದಾಯಿಕ ಉಡುಗೆಯಲ್ಲಿ ಭಾಗವಹಿಸಿದ್ದರು. ನಗರದ ಪ್ರಮುಖ ಬೀದಿಗಳಲ್ಲಿ ಸಂಚರಿಸಿದ ಮೆರವಣಿಗೆ ದೇವಾಲಯದಲ್ಲಿ ಸಮಾಪ್ತಿಗೊಂಡಿತು. ಸಮಾಜದ ಮುಖಂಡರು ಉಪಸ್ಥಿತರಿದ್ದರು. <box>45 1424 313 1495</box>
arya-photo <box>336 1289 758 1439</box>
almatti-body-2: ಯಲಬುರ್ಗಾ: ಕಾಂಗ್ರೆಸ್ ಮಾನವೀಯ ಆಲಮಟ್ಟಿ ನೀರಾವರಿ ಯೋಜನೆಯನ್ನು ಕೇಂದ್ರ ಸರ್ಕಾರ ರಾಷ್ಟ್ರೀಯ ಯೋಜನೆಯನ್ನಾಗಿ ಘೋಷಿಸಬೇಕು. ಆಲಮಟ್ಟಿ ಜಲಾಶಯದ ಎತ್ತರವನ್ನು 524 ಮೀಟರ್‌ಗೆ ಹೆಚ್ಚಿಸುವುದರಿಂದ ಉತ್ತರ ಕರ್ನಾಟಕದ ಲಕ್ಷಾಂತರ ಎಕರೆ ಭೂಮಿಗೆ ನೀರಾವರಿ ಸೌಲಭ್ಯ ದೊರೆಯಲಿದೆ. ಇದರಿಂದ ರೈತರ ಬದುಕು ಹಸನಾಗಲಿದೆ ಎಂದು ಮುಖ್ಯಮಂತ್ರಿಗಳ ಆರ್ಥಿಕ ಸಲಹೆಗಾರ ಬಸವರಾಜ ರಾಯರೆಡ್ಡಿ ಹೇಳಿದರು. ರಾಜ್ಯ ಸರ್ಕಾರ ಪುನರ್ವಸತಿ ಹಾಗೂ ಭೂಸ್ವಾಧೀನ ಪ್ರಕ್ರಿಯೆಗೆ ಅಗತ್ಯ ಅನುದಾನ ಮೀಸಲಿಟ್ಟಿದೆ. ಮಹಾರಾಷ್ಟ್ರ ಸರ್ಕಾರದ ಆಕ್ಷೇಪಣೆ ಸರಿಯಲ್ಲ. ಕೃಷ್ಣಾ ನ್ಯಾಯಾಧಿಕರಣದ ತೀರ್ಪಿನಂತೆ ರಾಜ್ಯಕ್ಕೆ ನ್ಯಾಯಯುತ ಪಾಲು ದೊರೆಯಬೇಕು. ಕೇಂದ್ರ ಸರ್ಕಾರ ಶೀಘ್ರವೇ ಅಧಿಸೂಚನೆ ಹೊರಡಿಸಬೇಕು ಎಂದು ಒತ್ತಾಯಿಸಿದರು. <box>1135 1226 1503 1326</box>
sulige-headline: ಜಿಲ್ಲೆಯಲ್ಲಿ ಹೆಚ್ಚಿದ ಸುಲಿಗೆ: ಆರೋಪ <box>1093 524 1395 554</box>
cattle-body-1: ಕೊಪ್ಪಳ: ಜೂನ್ 7ರಂದು ಆಚರಿಸಲಾಗುವ ಬಕ್ರೀದ್ ಹಬ್ಬದ ಸಂದರ್ಭದಲ್ಲಿ ಕೊಪ್ಪಳ ಜಿಲ್ಲೆಯಲ್ಲಿ ಅನಧಿಕೃತ ಜಾನುವಾರುಗಳ ವಧೆ ಹಾಗೂ ಜಾನುವಾರುಗಳ ಸಾಗಾಣಿಕೆ ಮೇಲೆ ತೀವ್ರ ನಿಗಾವಹಿಸುವಂತೆ ಎಡಿಸಿ ಸಿದ್ರಾಮೇಶ್ವರ ಹೇಳಿದರು. ಅವರು ಬುಧವಾರ ಜಿಲ್ಲಾಡಳಿತ ಭವನದ ಸಭಾಂಗಣದಲ್ಲಿ ನಡೆದ ಪೂರ್ವಭಾವಿ ಸಭೆಯ ಅಧ್ಯಕ್ಷತೆ ವಹಿಸಿ ಮಾತನಾಡಿದರು. ಕರ್ನಾಟಕ ಜಾನುವಾರು ಹತ್ಯೆ ಪ್ರತಿಬಂಧಕ ಕಾಯ್ದೆ ಮತ್ತು ಸಂರಕ್ಷಣೆ ಅಧಿನಿಯಮ-2020ರ ಅನ್ವಯ ಗೋಹತ್ಯೆ ನಿಷೇಧಿಸಲಾಗಿದೆ. ಪ್ರಾಣಿಗಳ ಸಾಗಾಣಿಕೆ ನಿಯಮ ಪಾಲಿಸದಿದ್ದರೆ ಕಠಿಣ ಕ್ರಮ ಕೈಗೊಳ್ಳಲಾಗುವುದು. ಜಿಲ್ಲೆಯ ಗಡಿ ಭಾಗಗಳಲ್ಲಿ ಚೆಕ್‌ಪೋಸ್ಟ್‌ಗಳನ್ನು ಸ್ಥಾಪಿಸಿ ವಾಹನಗಳ ತಪಾಸಣೆ ನಡೆಸಬೇಕು. <box>336 625 566 754</box>
separator-accent <box>659 1877 761 1885</box>
weather-icon <box>991 58 1074 122</box>
max-temp: 31 <box>1076 70 1129 115</box>
kirusuddi-badge <box>45 154 217 217</box>
separator-accent <box>556 1877 659 1885</box>
logo-emblem-icon <box>80 56 118 95</box>
district-names: ಕಲಬುರಗಿ ರಾಯಚೂರು <box>512 91 685 116</box>
paper-tagline: ರಾಷ್ಟ್ರ ಜಾಗೃತಿಯ ಧ್ವನಿ <box>128 91 200 103</box>
arya-body: ಮಾನ್ವಿ: ಪಟ್ಟಣದ ವಾಸವಿ ಕಲ್ಯಾಣ ಮಂಟಪದಲ್ಲಿ ಶ್ರೀ ನಗರೇಶ್ವರ ಆರ್ಯವೈಶ್ಯ ಸಂಘದ ವತಿಯಿಂದ ಹಿಂದೂ ಸೇವಾ ಪ್ರತಿಷ್ಠಾನ ಕೇಂದ್ರದ ಸಹಯೋಗದಲ್ಲಿ ನೂತನ ಭಾವನ ಮಹೋತ್ಸವ ಹಾಗೂ ಸಾಮಾಜಿಕ ಕಾರ್ಯಕ್ರಮಗಳನ್ನು ಹಮ್ಮಿಕೊಳ್ಳಲಾಗಿತ್ತು. ಸಂಘದ ಅಧ್ಯಕ್ಷರು ಮಾತನಾಡಿ, ಸಮಾಜದ ಬಡ ವಿದ್ಯಾರ್ಥಿಗಳಿಗೆ ಪುಸ್ತಕ, ಸಮವಸ್ತ್ರ ವಿತರಣೆ ಹಾಗೂ ಆರೋಗ್ಯ ತಪಾಸಣೆ ಶಿಬಿರಗಳನ್ನು ಆಯೋಜಿಸಲಾಗುತ್ತಿದೆ. ಸಮಾಜ ಸೇವೆಯೇ ನಮ್ಮ ಸಂಘದ ಮುಖ್ಯ ಧ್ಯೇಯವಾಗಿದೆ ಎಂದರು. ಕಾರ್ಯಕ್ರಮದಲ್ಲಿ ಆರ್.ಮಹಾಬಲೇಶ್ವರ್, ವಿ.ರಂಗನಾಥ ಶೆಟ್ಟಿ, ನಗರದ ಗಣ್ಯರು, ಸಂಘದ ಪದಾಧಿಕಾರಿಗಳು ಹಾಗೂ ಸದಸ್ಯರು ಉಪಸ್ಥಿತರಿದ್ದರು. <box>336 1450 758 1520</box>
section-rule <box>780 1500 1503 1501</box>
column-divider <box>770 1174 772 1871</box>
nagaraja-photo-1 <box>1007 1948 1167 2076</box>
weekday: ಗುರುವಾರ <box>1336 74 1390 93</box>
linga-body: ಕುಷ್ಟಗಿ: ಇಲ್ಲಿನ ರಾಷ್ಟ್ರೀಯ ಹೆದ್ದಾರಿ ಪಕ್ಕದ ಸಮೀಪ ಶ್ರೀ ಅನ್ನದಾನೇಶ್ವರ ಮಠದ ಆವರಣದಲ್ಲಿ ಕೋಟಿ ಲಿಂಗಗಳ ಸ್ಥಾಪನೆಗೆ ಭೂಮಿಪೂಜೆ ನೆರವೇರಿಸಲಾಯಿತು. ಶ್ರೀಗಳು ಸಾನಿಧ್ಯ ವಹಿಸಿ ಆಶೀರ್ವಚನ ನೀಡಿದರು. ಧಾರ್ಮಿಕ ಕ್ಷೇತ್ರವಾಗಿ ಅಭಿವೃದ್ಧಿಪಡಿಸುವ ಉದ್ದೇಶದಿಂದ ಕೋಟಿ ಲಿಂಗಗಳ ಸ್ಥಾಪನೆ ಮಾಡಲಾಗುತ್ತಿದೆ. ಭಕ್ತರು ಸಹಕಾರ ನೀಡಬೇಕು ಎಂದು ಮನವಿ ಮಾಡಿದರು. ಕಾರ್ಯಕ್ರಮದಲ್ಲಿ ಗ್ರಾಮದ ಹಿರಿಯರು, ಮುಖಂಡರು, ಭಕ್ತರು ಹಾಗೂ ಮಹಿಳೆಯರು ಪಾಲ್ಗೊಂಡಿದ್ದರು. ನಂತರ ನಡೆದ ಸಮಾರಂಭದಲ್ಲಿ ನೆರೆದ ಭಕ್ತ ಸಮೂಹಕ್ಕೆ ಪ್ರಸಾದ ವ್ಯವಸ್ಥೆ ಕಲ್ಪಿಸಲಾಗಿತ್ತು. <box>783 1543 1135 1613</box>
